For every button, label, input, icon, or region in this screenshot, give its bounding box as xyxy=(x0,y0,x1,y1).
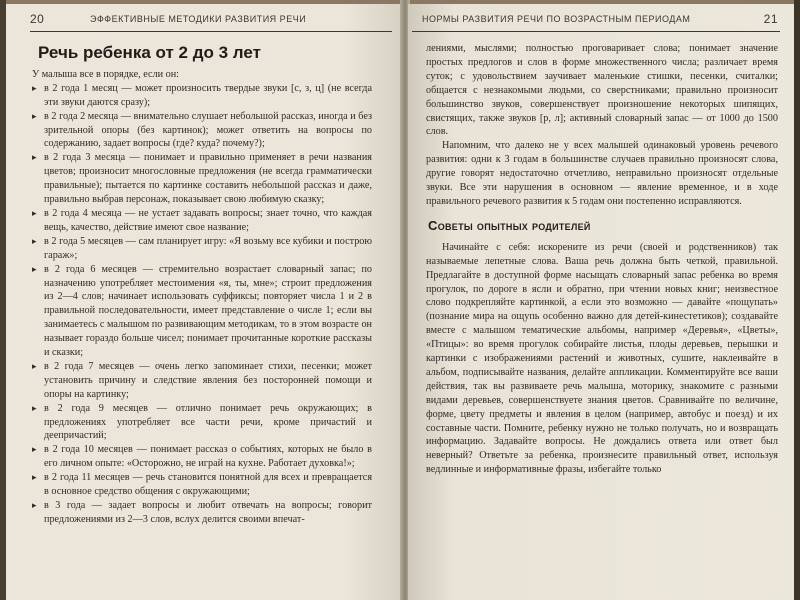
milestone-list xyxy=(32,82,372,527)
milestone-item: ▸ в 3 года — задает вопросы и любит отвечать на вопросы; говорит предложениями из 2—3 слов, вслух делится своими впечат- xyxy=(32,499,372,527)
subsection-title: Советы опытных родителей xyxy=(428,217,591,233)
table-background-right xyxy=(794,0,800,600)
page-number-right: 21 xyxy=(763,12,778,26)
running-head-right xyxy=(422,12,778,30)
milestone-item: ▸ в 2 года 1 месяц — может произносить твердые звуки [с, з, ц] (не всегда эти звуки даются сразу); xyxy=(32,82,372,110)
right-page-content xyxy=(426,42,778,477)
page-number-left: 20 xyxy=(30,12,45,26)
header-rule-left xyxy=(30,31,392,32)
milestone-item: ▸ в 2 года 6 месяцев — стремительно возрастает словарный запас; по назначению употребляет местоимения «я, ты, мне»; строит предложения из 2—4 слов; начинает использовать суффиксы; повторяет числа 1 и 2 в правильной последовательности, имеет представление о числе 1; если вы занимаетесь с малышом по развивающим методикам, то в этом возрасте он называет гораздо больше чисел; понимает прочитанные короткие рассказы и сказки; xyxy=(32,263,372,360)
milestone-item: ▸ в 2 года 11 месяцев — речь становится понятной для всех и превращается в основное средство общения с окружающими; xyxy=(32,471,372,499)
milestone-item: ▸ в 2 года 10 месяцев — понимает рассказ о событиях, которых не было в его личном опыте: «Осторожно, не играй на кухне. Работает духовка!»; xyxy=(32,443,372,471)
right-page xyxy=(408,4,794,600)
continuation-paragraph: лениями, мыслями; полностью проговаривает слова; понимает значение простых предлогов и слов в форме множественного числа; различает время суток; с удовольствием заучивает маленькие стишки, песенки, считалки; общается с незнакомыми людьми, со сверстниками; правильно произносит большинство звуков, совершенствует произношение некоторых шипящих, свистящих, также звуков [р, л]; активный словарный запас — от 1000 до 1500 слов. xyxy=(426,43,778,138)
milestone-item: ▸ в 2 года 9 месяцев — отлично понимает речь окружающих; в предложениях употребляет все части речи, кроме причастий и деепричастий; xyxy=(32,402,372,444)
intro-text: У малыша все в порядке, если он: xyxy=(32,68,179,80)
milestone-item: ▸ в 2 года 7 месяцев — очень легко запоминает стихи, песенки; может установить причину и следствие явления без посторонней помощи и опоры на картинку; xyxy=(32,360,372,402)
header-rule-right xyxy=(412,31,780,32)
body-paragraph: Напомним, что далеко не у всех малышей одинаковый уровень речевого развития: одни к 3 годам в большинстве случаев правильно произносят слова, другие говорят недостаточно отчетливо, неправильно произносят отдельные звуки. Все эти нарушения в основном — явление временное, и в ходе правильного речевого развития к 5 годам они постепенно исправляются. xyxy=(426,140,778,207)
milestone-item: ▸ в 2 года 5 месяцев — сам планирует игру: «Я возьму все кубики и построю гараж»; xyxy=(32,235,372,263)
left-page xyxy=(6,4,404,600)
milestone-item: ▸ в 2 года 4 месяца — не устает задавать вопросы; знает точно, что каждая вещь, качество, действие имеют свое название; xyxy=(32,207,372,235)
milestone-item: ▸ в 2 года 3 месяца — понимает и правильно применяет в речи названия цветов; произносит многословные предложения (не всегда грамматически правильные); пытается по картинке составить небольшой рассказ и даже, правильно выбрав персонаж, показывает свою любимую сказку; xyxy=(32,151,372,207)
running-head-text-right: НОРМЫ РАЗВИТИЯ РЕЧИ ПО ВОЗРАСТНЫМ ПЕРИОДАМ xyxy=(422,14,691,24)
running-head-text-left: ЭФФЕКТИВНЫЕ МЕТОДИКИ РАЗВИТИЯ РЕЧИ xyxy=(90,14,307,24)
milestone-item: ▸ в 2 года 2 месяца — внимательно слушает небольшой рассказ, иногда и без зрительной опоры (без картинок); может ответить на вопросы по содержанию, задает вопросы (где? куда? почему?); xyxy=(32,110,372,152)
left-page-content xyxy=(32,42,372,527)
section-title: Речь ребенка от 2 до 3 лет xyxy=(38,43,261,62)
running-head-left xyxy=(30,14,382,30)
advice-paragraph: Начинайте с себя: искорените из речи (своей и родственников) так называемые лепетные слова. Ваша речь должна быть четкой, правильной. Предлагайте в доступной форме насыщать словарный запас ребенка во время прогулок, по дороге в ясли и обратно, при чтении новых книг; неизвестное слово подкрепляйте картинкой, а если это возможно — давайте «пощупать» (познание мира на ощупь особенно важно для детей-кинестетиков); создавайте вместе с малышом тематические альбомы, например «Деревья», «Цветы», «Птицы»: во время прогулок собирайте листья, плоды деревьев, перышки и картинки с изображениями растений и животных, сушите, наклеивайте в альбом, подписывайте названия, делайте аппликации. Комментируйте все ваши действия, так вы развиваете речь малыша, моторику, знакомите с разными видами деревьев, совершенствуете знания цветов. Сравнивайте по величине, форме, цвету предметы и явления в целом (например, автобус и поезд) и их составные части. Помните, ребенку нужно не только получать, но и возвращать информацию. Задавайте вопросы. Не дождались ответа или ответ был неверный? Ответьте за ребенка, произнесите правильный ответ, используя ведлинные и информативные фразы, избегайте только xyxy=(426,241,778,476)
